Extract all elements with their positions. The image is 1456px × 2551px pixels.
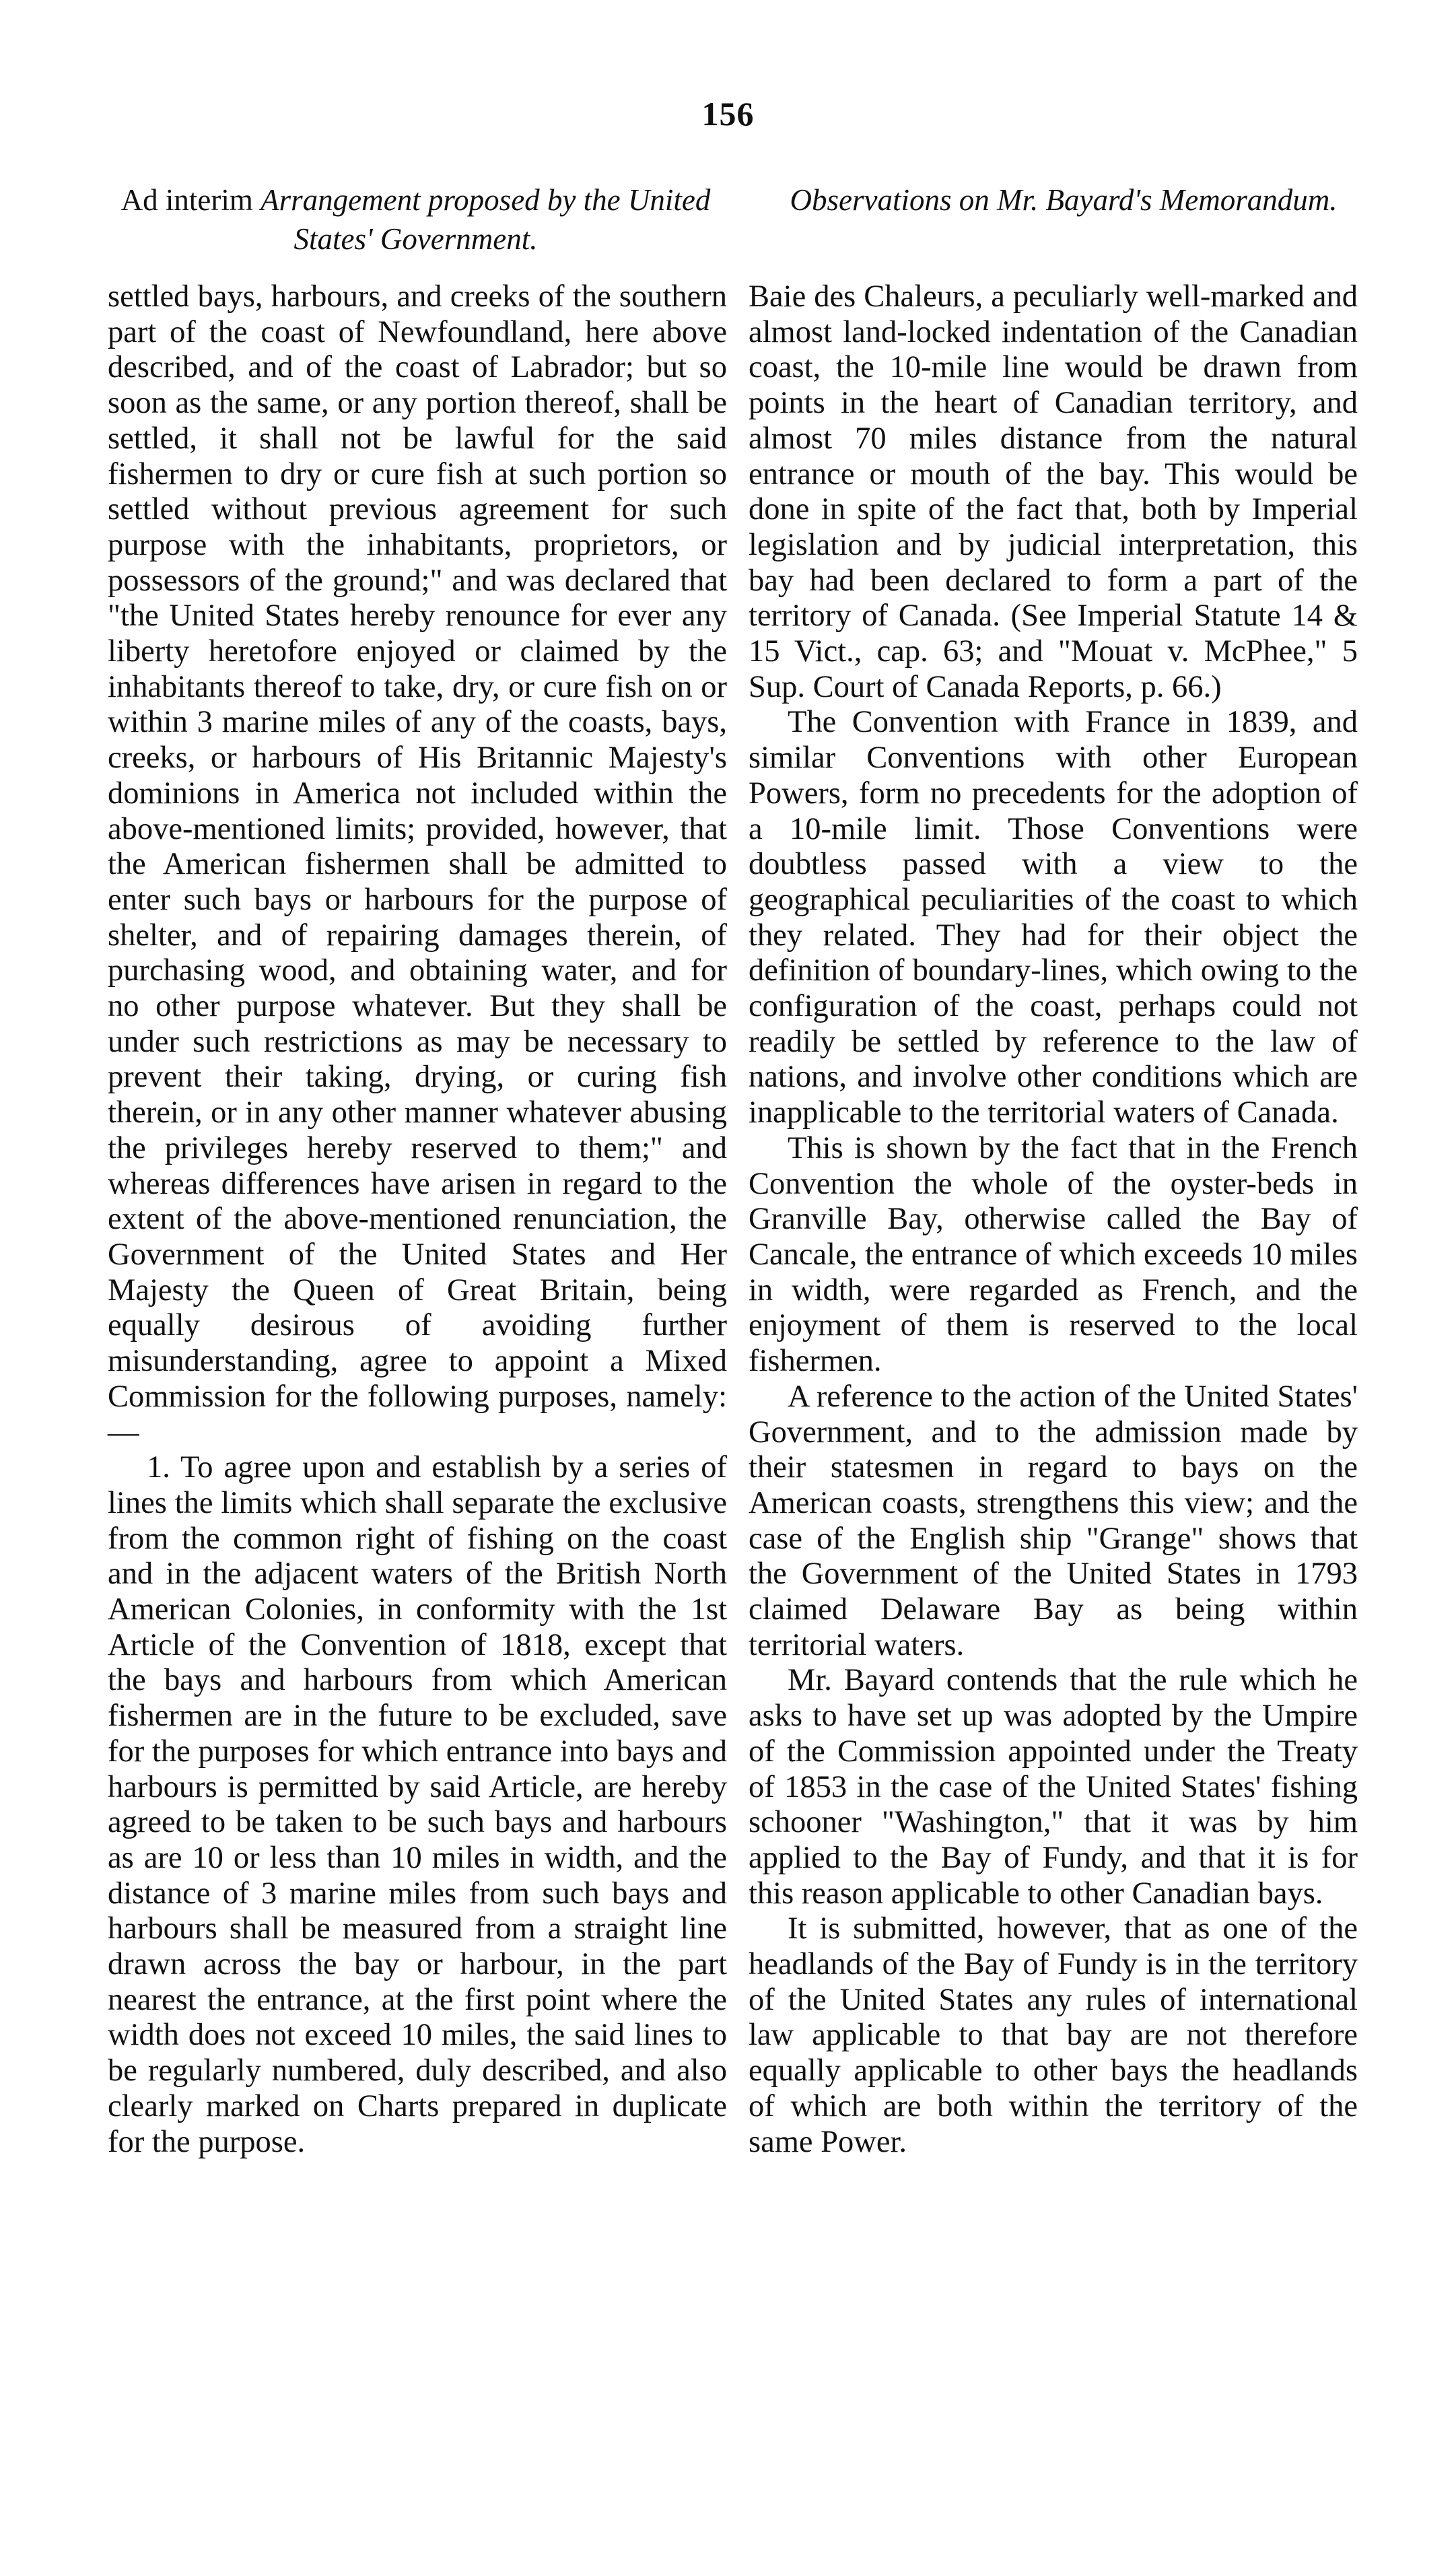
left-header-prefix: Ad interim (120, 183, 261, 217)
right-paragraph-4: A reference to the action of the United States' Government, and to the admission made by their statesmen in regard to bays on the American coasts, strengthens this view; and the case of the English ship "Grange" shows that the Government of the United States in 1793 claimed Delaware Bay as being within territorial waters. (749, 1379, 1358, 1662)
right-paragraph-6: It is submitted, however, that as one of the headlands of the Bay of Fundy is in the territory of the United States any rules of international law applicable to that bay are not therefore equally applicable to other bays the headlands of which are both within the territory of the same Power. (749, 1911, 1358, 2159)
left-column-text (108, 279, 727, 2160)
right-paragraph-5: Mr. Bayard contends that the rule which he asks to have set up was adopted by the Umpire of the Commission appointed under the Treaty of 1853 in the case of the United States' fishing schooner "Washington," that it was by him applied to the Bay of Fundy, and that it is for this reason applicable to other Canadian bays. (749, 1663, 1358, 1911)
right-paragraph-2: The Convention with France in 1839, and similar Conventions with other European Powers, form no precedents for the adoption of a 10-mile limit. Those Conventions were doubtless passed with a view to the geographical peculiarities of the coast to which they related. They had for their object the definition of boundary-lines, which owing to the configuration of the coast, perhaps could not readily be settled by reference to the law of nations, and involve other conditions which are inapplicable to the territorial waters of Canada. (749, 705, 1358, 1130)
right-column-header: Observations on Mr. Bayard's Memorandum. (790, 183, 1338, 217)
left-header-italic: Arrangement proposed by the United States' Government. (261, 183, 711, 256)
left-paragraph-2: 1. To agree upon and establish by a series of lines the limits which shall separate the exclusive from the common right of fishing on the coast and in the adjacent waters of the British North American Colonies, in conformity with the 1st Article of the Convention of 1818, except that the bays and harbours from which American fishermen are in the future to be excluded, save for the purposes for which entrance into bays and harbours is permitted by said Article, are hereby agreed to be taken to be such bays and harbours as are 10 or less than 10 miles in width, and the distance of 3 marine miles from such bays and harbours shall be measured from a straight line drawn across the bay or harbour, in the part nearest the entrance, at the first point where the width does not exceed 10 miles, the said lines to be regularly numbered, duly described, and also clearly marked on Charts prepared in duplicate for the purpose. (108, 1450, 727, 2159)
page-number: 156 (701, 95, 755, 133)
right-column-text (749, 279, 1358, 2160)
right-paragraph-1: Baie des Chaleurs, a peculiarly well-marked and almost land-locked indentation of the Canadian coast, the 10-mile line would be drawn from points in the heart of Canadian territory, and almost 70 miles distance from the natural entrance or mouth of the bay. This would be done in spite of the fact that, both by Imperial legislation and by judicial interpretation, this bay had been declared to form a part of the territory of Canada. (See Imperial Statute 14 & 15 Vict., cap. 63; and "Mouat v. McPhee," 5 Sup. Court of Canada Reports, p. 66.) (749, 279, 1358, 704)
left-paragraph-1: settled bays, harbours, and creeks of the southern part of the coast of Newfoundland, here above described, and of the coast of Labrador; but so soon as the same, or any portion thereof, shall be settled, it shall not be lawful for the said fishermen to dry or cure fish at such portion so settled without previous agreement for such purpose with the inhabitants, proprietors, or possessors of the ground;" and was declared that "the United States hereby renounce for ever any liberty heretofore enjoyed or claimed by the inhabitants thereof to take, dry, or cure fish on or within 3 marine miles of any of the coasts, bays, creeks, or harbours of His Britannic Majesty's dominions in America not included within the above-mentioned limits; provided, however, that the American fishermen shall be admitted to enter such bays or harbours for the purpose of shelter, and of repairing damages therein, of purchasing wood, and obtaining water, and for no other purpose whatever. But they shall be under such restrictions as may be necessary to prevent their taking, drying, or curing fish therein, or in any other manner whatever abusing the privileges hereby reserved to them;" and whereas differences have arisen in regard to the extent of the above-mentioned renunciation, the Government of the United States and Her Majesty the Queen of Great Britain, being equally desirous of avoiding further misunderstanding, agree to appoint a Mixed Commission for the following purposes, namely:— (108, 279, 727, 1450)
right-paragraph-3: This is shown by the fact that in the French Convention the whole of the oyster-beds in Granville Bay, otherwise called the Bay of Cancale, the entrance of which exceeds 10 miles in width, were regarded as French, and the enjoyment of them is reserved to the local fishermen. (749, 1130, 1358, 1379)
left-column-header (101, 180, 730, 259)
